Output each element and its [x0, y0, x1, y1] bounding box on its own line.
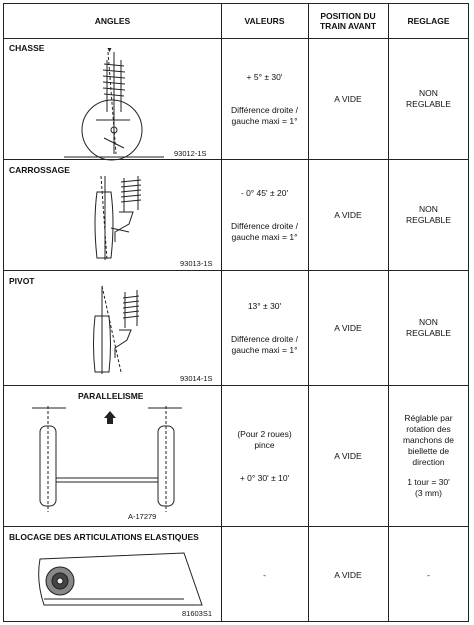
caster-diagram	[64, 47, 164, 158]
value-cell-blocage: -	[263, 569, 266, 580]
figure-code: A-17279	[128, 512, 157, 521]
bushing-diagram	[34, 549, 204, 611]
figure-code: 93013-1S	[180, 259, 213, 268]
header-reglage: REGLAGE	[407, 16, 450, 26]
figure-code: 93014-1S	[180, 374, 213, 383]
reglage-cell-parallelisme: Réglable par rotation des manchons de biellette de direction 1 tour = 30' (3 mm)	[402, 413, 455, 498]
header-angles: ANGLES	[94, 16, 131, 26]
kingpin-diagram	[89, 286, 149, 376]
svg-text:▼: ▼	[106, 47, 113, 54]
figure-code: 81603S1	[182, 609, 213, 618]
reglage-cell-chasse: NON REGLABLE	[406, 88, 451, 109]
figure-code: 93012-1S	[174, 149, 207, 158]
toe-diagram	[32, 402, 192, 514]
value-cell-chasse: + 5° ± 30' Différence droite / gauche maxi = 1°	[231, 71, 298, 126]
reglage-cell-carrossage: NON REGLABLE	[406, 204, 451, 225]
value-cell-parallelisme: (Pour 2 roues) pince + 0° 30' ± 10'	[237, 428, 292, 483]
row-title-parallelisme: PARALLELISME	[78, 391, 144, 401]
position-cell-carrossage: A VIDE	[334, 209, 362, 220]
header-valeurs: VALEURS	[244, 16, 285, 26]
header-position: POSITION DU TRAIN AVANT	[319, 11, 377, 31]
value-cell-pivot: 13° ± 30' Différence droite / gauche maxi = 1°	[231, 300, 298, 355]
row-title-chasse: CHASSE	[9, 43, 45, 53]
camber-diagram	[89, 172, 149, 262]
position-cell-parallelisme: A VIDE	[334, 450, 362, 461]
row-title-blocage: BLOCAGE DES ARTICULATIONS ELASTIQUES	[9, 532, 199, 542]
value-cell-carrossage: - 0° 45' ± 20' Différence droite / gauche maxi = 1°	[231, 187, 298, 242]
row-title-pivot: PIVOT	[9, 276, 35, 286]
position-cell-pivot: A VIDE	[334, 322, 362, 333]
alignment-table	[3, 3, 469, 622]
reglage-cell-pivot: NON REGLABLE	[406, 317, 451, 338]
position-cell-blocage: A VIDE	[334, 569, 362, 580]
row-title-carrossage: CARROSSAGE	[9, 165, 70, 175]
position-cell-chasse: A VIDE	[334, 93, 362, 104]
reglage-cell-blocage: -	[427, 569, 430, 580]
